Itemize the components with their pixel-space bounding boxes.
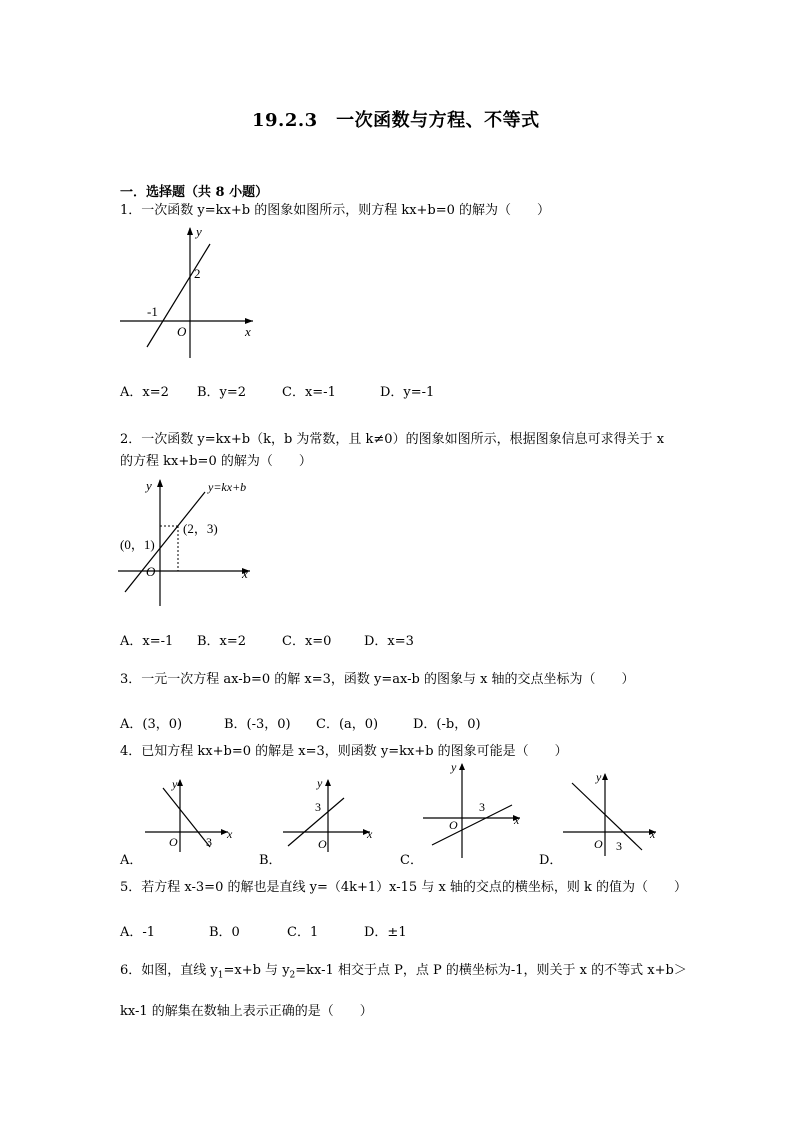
svg-text:3: 3 — [616, 839, 622, 853]
svg-text:y: y — [596, 770, 602, 784]
q4-option-a: A． — [120, 853, 143, 868]
question-1-graph — [115, 222, 260, 362]
q1-option-d: D．y=-1 — [380, 385, 435, 400]
question-4-graph-d — [560, 768, 670, 858]
q5-option-b: B．0 — [209, 925, 240, 940]
q4-option-c: C． — [400, 853, 423, 868]
question-2-text-line2: 的方程 kx+b=0 的解为（ ） — [120, 454, 312, 469]
q3-option-c: C．(a，0) — [316, 717, 379, 732]
svg-text:x: x — [650, 827, 656, 841]
line-equation-label: y=kx+b — [208, 480, 247, 494]
question-6-text-line2: kx-1 的解集在数轴上表示正确的是（ ） — [120, 1004, 373, 1019]
y-axis-label: y — [146, 478, 152, 493]
y-axis-arrow — [187, 227, 193, 235]
q4-option-d: D． — [539, 853, 563, 868]
svg-text:y: y — [451, 760, 457, 774]
q2-option-b: B．x=2 — [197, 634, 247, 649]
q4-option-b: B． — [259, 853, 282, 868]
svg-text:3: 3 — [315, 800, 321, 814]
q1-option-c: C．x=-1 — [282, 385, 336, 400]
y-axis-label: y — [196, 224, 202, 239]
svg-text:x: x — [514, 813, 520, 827]
question-5-text: 5．若方程 x-3=0 的解也是直线 y=（4k+1）x-15 与 x 轴的交点的横坐标，则 k 的值为（ ） — [120, 880, 688, 895]
origin-label: O — [177, 324, 187, 339]
q2-option-d: D．x=3 — [364, 634, 414, 649]
q1-option-b: B．y=2 — [197, 385, 247, 400]
y-intercept-label: 2 — [194, 266, 201, 281]
q3-option-a: A．(3，0) — [120, 717, 183, 732]
x-intercept-label: -1 — [147, 304, 158, 319]
question-4-text: 4．已知方程 kx+b=0 的解是 x=3，则函数 y=kx+b 的图象可能是（ ） — [120, 744, 568, 759]
svg-text:3: 3 — [479, 800, 485, 814]
point-2-3-label: (2，3) — [183, 521, 218, 536]
svg-text:O: O — [169, 835, 178, 849]
svg-text:3: 3 — [206, 835, 212, 849]
section-header: 一．选择题（共 8 小题） — [120, 185, 269, 200]
question-4-graph-a — [140, 774, 240, 854]
q3-option-b: B．(-3，0) — [224, 717, 291, 732]
origin-label: O — [146, 564, 156, 579]
x-axis-label: x — [242, 566, 248, 581]
question-6-text-line1: 6．如图，直线 $y_1=x+b$ 与 $y_2=kx-1$ 相交于点 P，点 P 的横坐标为-1，则关于 x 的不等式 x+b＞ — [120, 963, 687, 981]
question-4-graph-b — [280, 774, 380, 854]
question-4-graph-c — [420, 758, 530, 858]
svg-text:y: y — [172, 777, 178, 791]
svg-text:O: O — [318, 837, 327, 851]
page-title: 19.2.3 一次函数与方程、不等式 — [252, 110, 540, 131]
q3-option-d: D．(-b，0) — [413, 717, 481, 732]
svg-text:x: x — [367, 827, 373, 841]
svg-text:y: y — [317, 776, 323, 790]
svg-text:O: O — [594, 837, 603, 851]
q2-option-c: C．x=0 — [282, 634, 332, 649]
question-1-text: 1．一次函数 y=kx+b 的图象如图所示，则方程 kx+b=0 的解为（ ） — [120, 203, 551, 218]
q2-option-a: A．x=-1 — [120, 634, 174, 649]
q5-option-a: A．-1 — [120, 925, 156, 940]
point-0-1-label: (0，1) — [120, 537, 155, 552]
svg-text:x: x — [227, 827, 233, 841]
x-axis-label: x — [245, 324, 251, 339]
question-3-text: 3．一元一次方程 ax-b=0 的解 x=3，函数 y=ax-b 的图象与 x 轴的交点坐标为（ ） — [120, 672, 635, 687]
svg-text:O: O — [449, 818, 458, 832]
question-2-graph — [110, 474, 270, 614]
q1-option-a: A．x=2 — [120, 385, 169, 400]
q5-option-d: D．±1 — [364, 925, 407, 940]
y-axis-arrow — [157, 479, 163, 487]
question-2-text-line1: 2．一次函数 y=kx+b（k，b 为常数，且 k≠0）的图象如图所示，根据图象信息可求得关于 x — [120, 432, 665, 447]
q5-option-c: C．1 — [287, 925, 319, 940]
